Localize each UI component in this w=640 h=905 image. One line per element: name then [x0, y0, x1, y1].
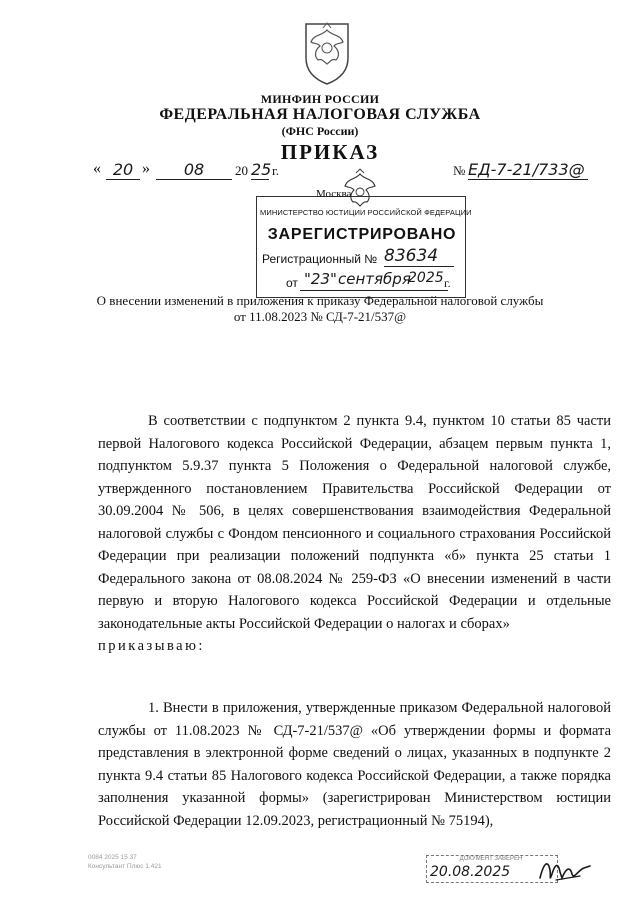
date-open-quote: «: [93, 160, 101, 177]
footer-line-1: 0084 2025 15 37: [88, 854, 137, 861]
stamp-date-day: "23": [304, 270, 337, 288]
ministry-name: МИНФИН РОССИИ: [260, 92, 380, 106]
date-close-quote: »: [142, 160, 150, 177]
stamp-date-month: сентября: [338, 270, 411, 288]
body-paragraph-2: 1. Внести в приложения, утвержденные приказом Федеральной налоговой службы от 11.08.2023 № СД-7-21/537@ «Об утверждении формы и формата представления в электронной форме сведений о лицах, указанных в подпункте 2 пункта 9.4 статьи 85 Налогового кодекса Российской Федерации, а также порядка заполнения указанной формы» (зарегистрирован Министерством юстиции Российской Федерации 12.09.2023, регистрационный № 75194),: [98, 700, 611, 829]
order-number-sign: №: [453, 163, 466, 178]
footer-registry-note: [88, 853, 162, 871]
title-line-1: О внесении изменений в приложения к приказу Федеральной налоговой службы: [96, 293, 544, 308]
order-year-suffix: 25: [251, 160, 272, 179]
stamp-status: ЗАРЕГИСТРИРОВАНО: [267, 226, 457, 243]
stamp-reg-number: 83634: [384, 246, 454, 267]
stamp-date-year: 2025: [408, 270, 444, 286]
order-year-prefix: 20: [235, 163, 248, 178]
document-title: [0, 293, 640, 325]
directive-word: приказываю:: [98, 638, 205, 654]
paragraph-1-text: В соответствии с подпунктом 2 пункта 9.4, пунктом 10 статьи 85 части первой Налогового кодекса Российской Федерации, абзацем первым пункта 1, подпунктом 5.9.37 пункта 5 Положения о Федеральной налоговой службе, утвержденного постановлением Правительства Российской Федерации от 30.09.2004 № 506, в целях совершенствования взаимодействия Федеральной налоговой службы с Фондом пенсионного и социального страхования Российской Федерации при реализации положений подпункта «б» пункта 25 статьи 1 Федерального закона от 08.08.2024 № 259-ФЗ «О внесении изменений в части первую и вторую Налогового кодекса Российской Федерации и отдельные законодательные акты Российской Федерации о налогах и сборах»: [98, 413, 611, 632]
agency-name: ФЕДЕРАЛЬНАЯ НАЛОГОВАЯ СЛУЖБА: [159, 106, 481, 123]
order-day: 20: [106, 160, 140, 180]
state-emblem-icon: [300, 14, 354, 86]
stamp-date-suffix: г.: [444, 276, 451, 290]
body-paragraph-1: [98, 410, 611, 658]
stamp-reg-label: Регистрационный №: [262, 252, 378, 266]
footer-line-2: Консультант Плюс 1.421: [88, 863, 162, 870]
document-type: ПРИКАЗ: [280, 140, 380, 164]
stamp-city: Москва: [316, 188, 352, 200]
signature-icon: [536, 856, 594, 886]
title-line-2: от 11.08.2023 № СД-7-21/537@: [233, 309, 407, 324]
footer-handwritten-date: 20.08.2025: [430, 864, 511, 880]
stamp-date-prefix: от: [286, 276, 298, 290]
stamp-ministry: МИНИСТЕРСТВО ЮСТИЦИИ РОССИЙСКОЙ ФЕДЕРАЦИИ: [260, 208, 472, 217]
stamp-date-underline: [300, 290, 448, 291]
order-month: 08: [156, 160, 232, 180]
order-year-word: г.: [272, 163, 280, 178]
order-number: ЕД-7-21/733@: [468, 160, 588, 180]
agency-short-name: (ФНС России): [281, 124, 359, 138]
footer-stamp-text: ДОКУМЕНТ ЗАВЕРЕН: [459, 856, 523, 862]
